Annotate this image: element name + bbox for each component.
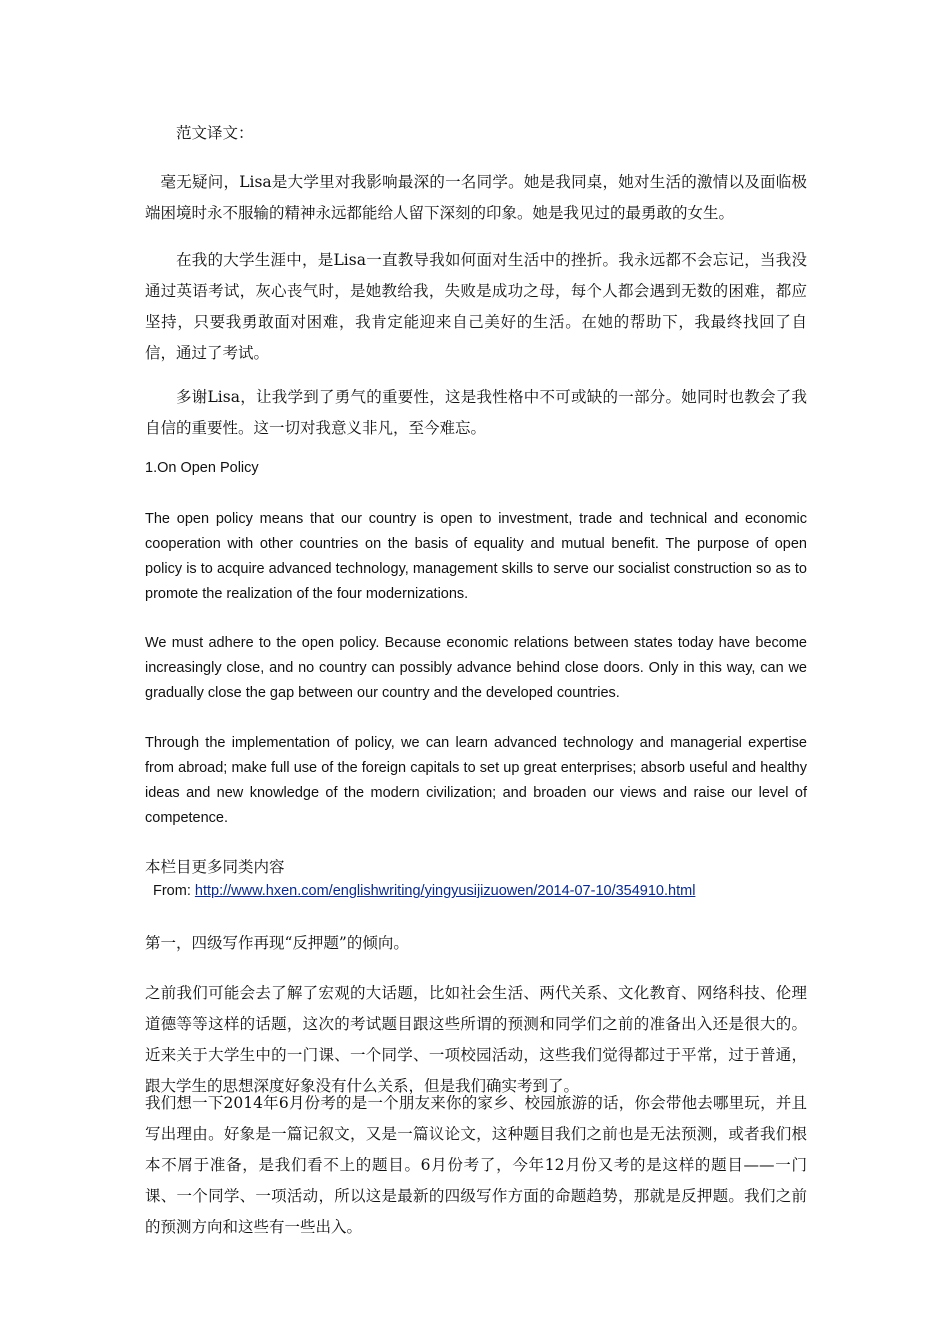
essay-paragraph-1: The open policy means that our country is open to investment, trade and technical and economic cooperation with other countries on the basis of equality and mutual benefit. The purpose of open policy is to acquire advanced technology, management skills to serve our socialist construction so as to promote the realization of the four modernizations. [145,511,807,602]
translation-paragraph-2: 在我的大学生涯中，是Lisa一直教导我如何面对生活中的挫折。我永远都不会忘记，当我没通过英语考试，灰心丧气时，是她教给我，失败是成功之母，每个人都会遇到无数的困难，都应坚持，只要我勇敢面对困难，我肯定能迎来自己美好的生活。在她的帮助下，我最终找回了自信，通过了考试。 [145,251,807,362]
essay-title: 1.On Open Policy [145,460,259,476]
more-content-label: 本栏目更多同类内容 [145,858,285,876]
essay-paragraph-2: We must adhere to the open policy. Because economic relations between states today have become increasingly close, and no country can possibly advance behind close doors. Only in this way, can we gradually close the gap between our country and the developed countries. [145,635,807,701]
analysis-paragraph-2: 我们想一下2014年6月份考的是一个朋友来你的家乡、校园旅游的话，你会带他去哪里玩，并且写出理由。好象是一篇记叙文，又是一篇议论文，这种题目我们之前也是无法预测，或者我们根本不屑于准备，是我们看不上的题目。6月份考了，今年12月份又考的是这样的题目——一门课、一个同学、一项活动，所以这是最新的四级写作方面的命题趋势，那就是反押题。我们之前的预测方向和这些有一些出入。 [145,1094,807,1236]
source-prefix: From: [153,883,195,899]
analysis-heading: 第一，四级写作再现“反押题”的倾向。 [145,934,409,952]
translation-paragraph-3: 多谢Lisa，让我学到了勇气的重要性，这是我性格中不可或缺的一部分。她同时也教会了我自信的重要性。这一切对我意义非凡，至今难忘。 [145,388,807,437]
translation-paragraph-1: 毫无疑问，Lisa是大学里对我影响最深的一名同学。她是我同桌，她对生活的激情以及面临极端困境时永不服输的精神永远都能给人留下深刻的印象。她是我见过的最勇敢的女生。 [145,173,807,222]
translation-heading: 范文译文： [176,124,254,142]
source-link[interactable]: http://www.hxen.com/englishwriting/yingyusijizuowen/2014-07-10/354910.html [194,883,696,899]
analysis-paragraph-1: 之前我们可能会去了解了宏观的大话题，比如社会生活、两代关系、文化教育、网络科技、伦理道德等等这样的话题，这次的考试题目跟这些所谓的预测和同学们之前的准备出入还是很大的。近来关于大学生中的一门课、一个同学、一项校园活动，这些我们觉得都过于平常，过于普通，跟大学生的思想深度好象没有什么关系，但是我们确实考到了。 [145,984,807,1095]
essay-paragraph-3: Through the implementation of policy, we can learn advanced technology and managerial expertise from abroad; make full use of the foreign capitals to set up great enterprises; absorb useful and healthy ideas and new knowledge of the modern civilization; and broaden our views and raise our level of competence. [145,735,807,826]
source-line [153,879,807,904]
